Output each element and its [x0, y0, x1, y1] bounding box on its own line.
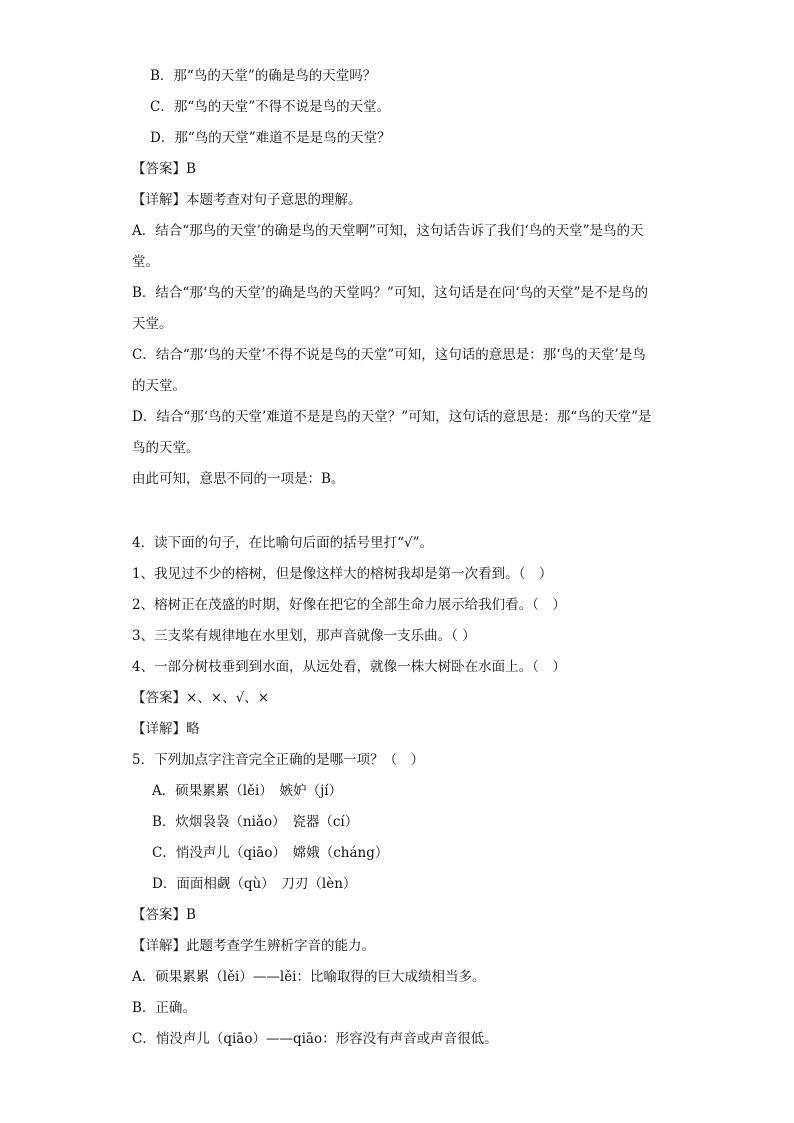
option-b: B．炊烟袅袅（niǎo） 瓷器（cí）: [152, 814, 359, 830]
explanation-b-line2: 天堂。: [132, 316, 173, 332]
explanation-line: 【详解】此题考查学生辨析字音的能力。: [132, 938, 375, 954]
answer-line: 【答案】B: [132, 161, 196, 177]
explanation-a-line: A．硕果累累（lěi）——lěi：比喻取得的巨大成绩相当多。: [132, 969, 486, 985]
question-5-title: 5．下列加点字注音完全正确的是哪一项？（ ）: [132, 752, 425, 768]
option-d: D．面面相觑（qù） 刀刃（lèn）: [152, 876, 357, 892]
question-4-item-1: 1、我见过不少的榕树，但是像这样大的榕树我却是第一次看到。（ ）: [132, 566, 553, 582]
explanation-b-line1: B．结合“那‘鸟的天堂’的确是鸟的天堂吗？”可知，这句话是在问‘鸟的天堂”是不是鸟的: [132, 285, 648, 301]
explanation-c-line2: 的天堂。: [132, 378, 186, 394]
question-4-item-3: 3、三支桨有规律地在水里划，那声音就像一支乐曲。（ ）: [132, 628, 476, 644]
explanation-d-line1: D．结合“那‘鸟的天堂’难道不是是鸟的天堂？”可知，这句话的意思是：那“鸟的天堂”是: [132, 409, 652, 425]
option-d: D．那“鸟的天堂”难道不是是鸟的天堂？: [150, 130, 391, 146]
option-c: C．悄没声儿（qiāo） 嫦娥（cháng）: [152, 845, 389, 861]
question-4-title: 4．读下面的句子，在比喻句后面的括号里打“√”。: [132, 535, 433, 551]
explanation-line: 【详解】本题考查对句子意思的理解。: [132, 192, 362, 208]
option-a: A．硕果累累（lěi） 嫉妒（jí）: [152, 783, 343, 799]
question-4-item-4: 4、一部分树枝垂到到水面，从远处看，就像一株大树卧在水面上。（ ）: [132, 659, 566, 675]
answer-line: 【答案】B: [132, 907, 196, 923]
explanation-d-line2: 鸟的天堂。: [132, 440, 200, 456]
explanation-c-line1: C．结合“那‘鸟的天堂’不得不说是鸟的天堂”可知，这句话的意思是：那‘鸟的天堂’是鸟: [132, 347, 646, 363]
explanation-line: 【详解】略: [132, 721, 200, 737]
option-b: B．那“鸟的天堂”的确是鸟的天堂吗？: [150, 68, 377, 84]
answer-line: 【答案】×、×、√、×: [132, 690, 270, 706]
explanation-a-line2: 堂。: [132, 254, 159, 270]
explanation-b-line: B．正确。: [132, 1000, 196, 1016]
explanation-c-line: C．悄没声儿（qiāo）——qiāo：形容没有声音或声音很低。: [132, 1031, 498, 1047]
conclusion-line: 由此可知，意思不同的一项是：B。: [132, 471, 345, 487]
question-4-item-2: 2、榕树正在茂盛的时期，好像在把它的全部生命力展示给我们看。（ ）: [132, 597, 566, 613]
option-c: C．那“鸟的天堂”不得不说是鸟的天堂。: [150, 99, 391, 115]
explanation-a-line1: A．结合“那鸟的天堂’的确是鸟的天堂啊”可知，这句话告诉了我们‘鸟的天堂”是鸟的天: [132, 223, 644, 239]
